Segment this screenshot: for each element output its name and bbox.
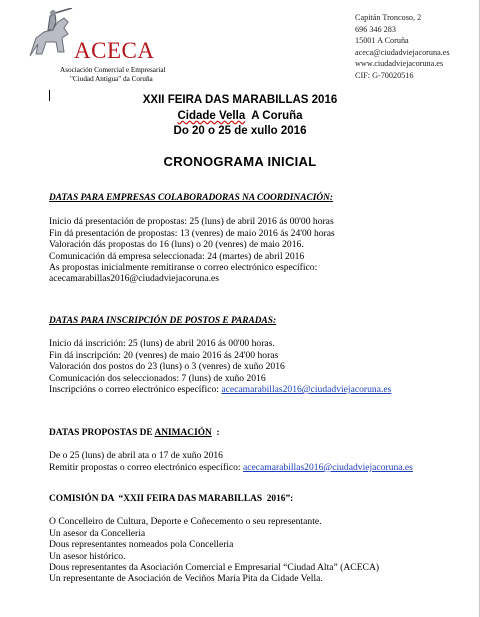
contact-block (355, 12, 450, 82)
committee-member: Un asesor da Concelleria (49, 527, 146, 539)
section-companies-line: Valoración dás propostas do 16 (luns) o 20 (venres) de maio 2016. (49, 239, 304, 251)
location-city: Cidade Vella (177, 110, 246, 122)
section-animation-email-label: Remitir propostas o correo electrónico específico: (49, 461, 243, 473)
animation-email-link[interactable]: acecamarabillas2016@ciudadviejacoruna.es (242, 461, 413, 473)
section-companies-line: Inicio dá presentación de propostas: 25 (luns) de abril 2016 ás 00'00 horas (49, 216, 334, 228)
knight-horse-icon (22, 8, 78, 64)
section-stalls-line: Fin dá inscripción: 20 (venres) de maio 2016 ás 24'00 horas (49, 349, 279, 361)
contact-email: aceca@ciudadviejacoruna.es (355, 47, 450, 57)
contact-cif: CIF: G-70020516 (355, 70, 414, 80)
logo-subtitle-2: "Ciudad Antigua" da Coruña (70, 75, 153, 83)
section-stalls-title: DATAS PARA INSCRIPCIÓN DE POSTOS E PARADAS: (49, 316, 277, 326)
aceca-logo (18, 6, 166, 88)
contact-web: www.ciudadviejacoruna.es (355, 59, 444, 69)
section-companies-line: Comunicación dá empresa seleccionada: 24 (martes) de abril 2016 (49, 250, 305, 262)
section-companies-line: As propostas inicialmente remitiranse o correo electrónico específico: (49, 262, 318, 274)
committee-member: O Concelleiro de Cultura, Deporte e Coñecemento o seu representante. (49, 516, 322, 528)
section-stalls-line: Inicio dá inscrición: 25 (luns) de abril 2016 ás 00'00 horas. (49, 338, 275, 350)
location-town: A Coruña (245, 110, 303, 122)
section-committee-title: COMISIÓN DA “XXII FEIRA DAS MARABILLAS 2016”: (49, 494, 294, 504)
committee-member: Un asesor histórico. (49, 550, 126, 562)
stalls-email-link[interactable]: acecamarabillas2016@ciudadviejacoruna.es (221, 384, 392, 396)
contact-postal: 15001 A Coruña (355, 36, 409, 46)
logo-title: ACECA (74, 38, 155, 63)
section-animation-email-line (49, 462, 413, 473)
section-stalls-line: Comunicación dos seleccionados: 7 (luns) de xuño 2016 (49, 372, 266, 384)
section-animation-title: DATAS PROPOSTAS DE ANIMACIÓN : (49, 428, 220, 438)
event-dates: Do 20 o 25 de xullo 2016 (173, 125, 307, 137)
section-companies-line: Fin dá presentación de propostas: 13 (venres) de maio 2016 ás 24'00 horas (49, 227, 335, 239)
contact-phone: 696 346 283 (355, 24, 396, 34)
animation-word: ANIMACIÓN (154, 428, 212, 438)
contact-address: Capitán Troncoso, 2 (355, 13, 422, 22)
section-stalls-email-label: Inscripcións o correo electrónico específico: (49, 384, 222, 396)
section-committee (49, 494, 379, 585)
committee-member: Dous representantes nomeados pola Concelleria (49, 539, 234, 551)
section-stalls-line: Valoración dos postos do 23 (luns) o 3 (venres) de xuño 2016 (49, 361, 285, 373)
committee-member: Dous representantes da Asociación Comercial e Empresarial “Ciudad Alta” (ACECA) (49, 562, 380, 574)
committee-member: Un representante de Asociación de Veciños María Pita da Cidade Vella. (49, 573, 323, 585)
logo-subtitle-1: Asociación Comercial e Empresarial (60, 66, 166, 74)
section-companies-title: DATAS PARA EMPRESAS COLABORADORAS NA COORDINACIÓN: (49, 193, 334, 203)
section-stalls-email-line (49, 384, 391, 395)
section-stalls (49, 316, 391, 395)
section-companies (49, 193, 335, 285)
event-location (0, 110, 480, 122)
section-animation-line: De o 25 (luns) de abril ata o 17 de xuño 2016 (49, 450, 223, 462)
section-companies-email: acecamarabillas2016@ciudadviejacoruna.es (49, 273, 219, 285)
schedule-title: CRONOGRAMA INICIAL (163, 154, 317, 169)
event-title: XXII FEIRA DAS MARABILLAS 2016 (142, 94, 338, 106)
section-animation (49, 428, 413, 473)
